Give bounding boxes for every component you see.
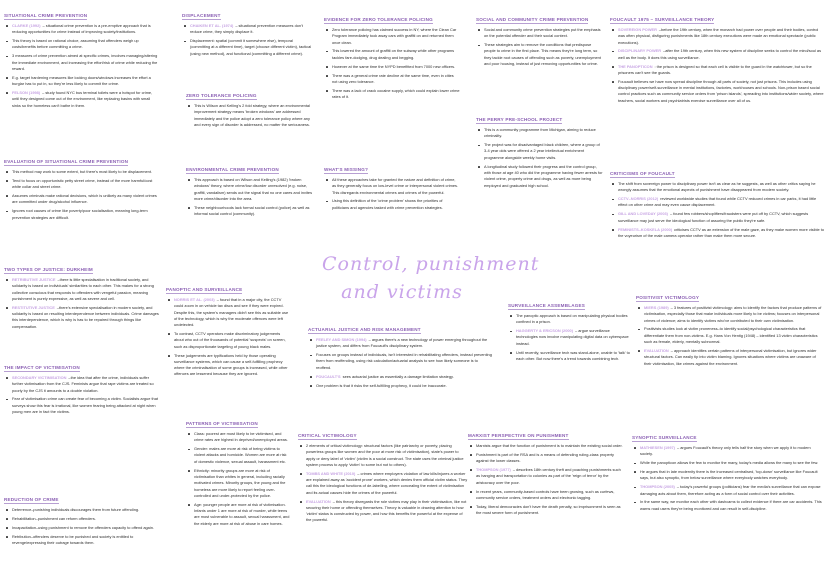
bullet-item	[644, 348, 824, 367]
bullet-text: This lowered the amount of graffiti on the subway while other programs tackles fare-dodging, drug dealing and begging.	[332, 48, 455, 60]
section-title: FOUCAULT 1975 – SURVEILLANCE THEORY	[610, 17, 715, 22]
bullet-list	[4, 375, 160, 415]
keyword: EVALUATION	[644, 347, 669, 353]
bullet-item	[12, 208, 160, 221]
section-title: ACTUARIAL JUSTICE AND RISK MANAGEMENT	[308, 327, 421, 332]
section-surveillance-ass	[508, 294, 632, 398]
bullet-item	[12, 23, 160, 36]
bullet-text: – situational crime prevention is a pre-emptive approach that is reducing opportunities for crime instead of improving society/institutions.	[12, 23, 151, 35]
bullet-text: – argues Foucault's theory only tells half the story when we apply it to modern society.	[640, 445, 811, 457]
bullet-item	[12, 53, 160, 72]
section-title: DISPLACEMENT	[182, 13, 221, 18]
bullet-text: Ignores root causes of crime like poverty/poor socialisation, meaning long-term prevention strategies are difficult.	[12, 208, 148, 220]
bullet-list	[298, 443, 468, 524]
section-title: SITUATIONAL CRIME PREVENTION	[4, 13, 88, 18]
bullet-item	[332, 48, 460, 61]
bullet-list	[324, 177, 460, 211]
bullet-text: –after the 19th century, when this new system of discipline seeks to control the mind/soul as well as the body. It does this using surveillance.	[618, 48, 822, 60]
bullet-item	[484, 27, 604, 40]
bullet-text: Assumes criminals make rational decisions, which is unlikely as many violent crimes are committed under drug/alcohol influence.	[12, 193, 157, 205]
section-displacement	[182, 4, 314, 76]
bullet-item	[484, 164, 604, 189]
bullet-item	[618, 64, 824, 77]
bullet-list	[186, 177, 314, 217]
section-title: CRITICAL VICTIMOLOGY	[298, 433, 357, 438]
bullet-text: Until recently, surveillance tech was stand-alone, unable to 'talk' to each other. But now there's a trend towards combining tech.	[516, 349, 630, 361]
bullet-text: While the panopticon allows the few to monitor the many, today's media allows the many to see the few.	[640, 460, 819, 466]
bullet-item	[12, 75, 160, 88]
section-whats-missing	[324, 158, 460, 246]
bullet-item	[476, 489, 624, 502]
section-title: TWO TYPES OF JUSTICE: DURKHEIM	[4, 267, 93, 272]
bullet-list	[4, 23, 160, 109]
bullet-text: Social and community crime prevention strategies put the emphasis on the potential offender and their social context.	[484, 27, 601, 39]
section-title: SOCIAL AND COMMUNITY CRIME PREVENTION	[476, 17, 589, 22]
bullet-text: These judgements are typifications held by those operating surveillance systems, which can cause a self-fulfilling prophecy where the criminalisation of some groups is increased, while other offences are lessened because they are ignored.	[174, 352, 288, 377]
bullet-text: – 3 features of positivist victimology: aims to identify the factors that produce patterns of victimisation, especially those that make individuals more likely to be victims; focuses on interpersonal crimes of violence; aims to identify victims who've contributed to their own victimisation.	[644, 305, 822, 323]
section-patterns	[186, 412, 290, 584]
bullet-item	[618, 211, 824, 224]
bullet-item	[12, 534, 160, 547]
section-evidence	[324, 8, 460, 154]
bullet-item	[190, 23, 314, 36]
bullet-item	[332, 198, 460, 211]
section-zero-tol	[186, 84, 314, 142]
section-evaluation	[4, 150, 160, 248]
section-criticisms	[610, 162, 824, 282]
bullet-item	[516, 328, 632, 347]
bullet-item	[484, 142, 604, 161]
bullet-text: This is a community programme from Michigan, aiming to reduce criminality.	[484, 127, 596, 139]
bullet-text: Retribution–offenders deserve to be punished and society is entitled to revenge/expressing their outrage towards them.	[12, 533, 134, 545]
keyword: DISCIPLINARY POWER	[618, 48, 662, 54]
bullet-text: The shift from sovereign power to disciplinary power isn't as clear as he suggests, as well as other critics saying he wrongly assumes that the emotional aspects of punishment have disappeared from modern society.	[618, 181, 816, 193]
bullet-item	[194, 205, 314, 218]
bullet-text: – approach identifies certain patterns of interpersonal victimisation, but ignores wider structural factors. Can easily tip into victim blaming. Ignores situations where victims are unaware of their victimisation, like crimes against the environment.	[644, 347, 817, 366]
section-situational	[4, 4, 160, 138]
section-panoptic	[166, 278, 290, 410]
bullet-item	[476, 504, 624, 517]
bullet-text: In recent years, community-based controls have been growing, such as curfews, community service orders, treatment orders and electronic tagging.	[476, 488, 615, 500]
keyword: RETRIBUTIVE JUSTICE	[12, 277, 56, 282]
bullet-item	[644, 326, 824, 345]
bullet-list	[4, 507, 160, 546]
bullet-text: –before the 19th century, when the monarch had power over people and their bodies, control was often physical, disfiguring punishments like 18th century executions were made an emotional spectacle (public executions).	[618, 27, 819, 45]
bullet-item	[194, 177, 314, 202]
bullet-item	[618, 196, 824, 209]
bullet-item	[174, 331, 290, 350]
keyword: FEMINISTS–KOSKELA (2000)	[618, 226, 673, 232]
bullet-item	[174, 297, 290, 328]
bullet-text: reviewed worldwide studies that found while CCTV reduced crimes in car parks, it had little effect on other crime and may even cause displacement.	[618, 196, 817, 208]
bullet-text: Tend to focus on opportunistic petty street crime, instead of the more harmful/cost white collar and street crime.	[12, 177, 153, 190]
bullet-text: Punishment is part of the RSA and is a means of defending ruling-class property against the lower classes.	[476, 451, 614, 464]
bullet-item	[194, 502, 290, 527]
bullet-text: This theory is based on rational choice, assuming that offenders weigh up costs/benefits before committing a crime.	[12, 38, 139, 50]
bullet-list	[468, 443, 624, 516]
bullet-item	[476, 443, 624, 449]
bullet-text: Using this definition of the 'crime problem' shows the priorities of politicians and agencies tasked with crime prevention strategies.	[332, 198, 443, 210]
keyword: CHAIKEN ET AL. (1974)	[190, 23, 234, 28]
bullet-text: Class: poorest are most likely to be victimised, and crime rates are highest in deprived/unemployed areas.	[194, 431, 288, 443]
section-title: EVIDENCE FOR ZERO TOLERANCE POLICING	[324, 17, 433, 22]
section-title: PANOPTIC AND SURVEILLANCE	[166, 287, 243, 292]
bullet-item	[618, 27, 824, 46]
center-title-line2: and victims	[341, 281, 463, 303]
bullet-text: 2 elements of critical victimology: structural factors (like patriarchy or poverty, placing powerless groups like women and the poor at more risk of victimisation), state's power to apply or deny label of 'victim' (victim is a social construct. The state uses the criminal justice system process to apply 'victim' to some but not to others).	[306, 443, 464, 467]
keyword: MIERS (1989)	[644, 305, 669, 310]
section-impact	[4, 356, 160, 458]
section-title: EVALUATION OF SITUATIONAL CRIME PREVENTION	[4, 159, 129, 164]
bullet-item	[618, 181, 824, 194]
bullet-item	[194, 103, 314, 128]
bullet-item	[12, 305, 160, 330]
bullet-list	[186, 103, 314, 128]
bullet-text: – crimes where employers violation of law kills/injures a worker are explained away as 'accident prone' workers, which denies them official victim status. They call this the ideological functions of de-labelling, where concealing the extent of victimisation and its actual causes hide the crimes of the powerful.	[306, 470, 468, 495]
bullet-item	[484, 42, 604, 67]
keyword: SOVEREIGN POWER	[618, 27, 657, 32]
bullet-list	[324, 27, 460, 100]
bullet-list	[476, 27, 604, 67]
bullet-text: Deterrence–punishing individuals discourages them from future offending.	[12, 507, 140, 512]
bullet-item	[12, 193, 160, 206]
bullet-item	[12, 516, 160, 522]
bullet-text: – situational prevention measures don't reduce crime, they simply displace it.	[190, 23, 303, 35]
bullet-text: –there's extensive specialisation in modern society, and solidarity is based on resulting interdependence between individuals. Crime damages this interdependence, which is why is has to be repaired through things like compensation.	[12, 304, 159, 329]
bullet-list	[182, 23, 314, 57]
bullet-text: Foucault believes we have now spread discipline through all parts of society, not just prisons. This includes using disciplinary power/self-surveillance in mental institutions, factories, workhouses and schools. Non-prison based social control practices such as community service orders from 'prison islands', spreading into institutions/wider society, where teachers, social workers and psychiatrists exercise surveillance over all of us.	[618, 78, 824, 103]
bullet-text: Incapacitation–using punishment to remove the offenders capacity to offend again.	[12, 524, 154, 530]
bullet-text: He argues that in late modernity there is the increased centralised, 'top-down' surveillance like Foucault says, but also synoptic, from below surveillance where everybody watches everybody.	[640, 469, 818, 481]
bullet-text: All these approaches take for granted the nature and definition of crime, as they generally focus on low-level crime or interpersonal violent crimes. This disregards environmental crimes and crimes of the powerful.	[332, 177, 459, 195]
bullet-item	[476, 452, 624, 465]
section-synoptic	[632, 426, 824, 582]
bullet-item	[12, 178, 160, 191]
bullet-text: Focuses on groups instead of individuals, isn't interested in rehabilitating offenders, instead preventing them from reoffending, using risk calculation/actuarial analysis to see how likely someone is to reoffend.	[316, 352, 492, 370]
bullet-text: –there is little specialisation in traditional society, and solidarity is based on individuals' similarities to each other. This makes for a strong collective conscious that responds to offenders with vengeful passion, meaning punishment is purely expressive, as well as severe and cell.	[12, 277, 154, 301]
bullet-item	[306, 499, 468, 524]
bullet-item	[476, 467, 624, 486]
bullet-text: – study found NYC bus terminal toilets were a hotspot for crime, until they designed come out of the environment, like replacing basins with small sinks so the homeless can't bathe in them.	[12, 90, 153, 108]
bullet-text: This is Wilson and Kelling's 2 fold strategy, where an environmental improvement strategy means 'broken windows' are addressed immediately and the police adopt a zero tolerance policy where any and every sign of disorder is addressed, no matter the seriousness.	[194, 103, 310, 127]
section-title: PATTERNS OF VICTIMISATION	[186, 421, 258, 426]
section-foucault	[610, 8, 824, 158]
keyword: HAGGERTY & ERICSON (2000)	[516, 328, 574, 334]
bullet-item	[190, 38, 314, 57]
bullet-text: Gender: males are more at risk of being victims to violent attacks and homicide. Women are more at risk of domestic violence, sexual assault, harassment etc.	[194, 446, 287, 464]
bullet-text: Today, liberal democracies don't have the death penalty, so imprisonment is seen as the most severe form of punishment.	[476, 503, 621, 516]
bullet-list	[166, 297, 290, 378]
keyword: RESTITUTIVE JUSTICE	[12, 304, 55, 310]
keyword: THOMPSON (2005)	[640, 484, 675, 490]
bullet-item	[316, 352, 494, 371]
bullet-text: – this theory disregards the role victims may play in their victimisation, like not securing their home or offending themselves. Theory is valuable in drawing attention to how 'victim' status is constructed by power, and how this benefits the powerful at the expense of the powerful.	[306, 498, 467, 523]
bullet-text: Age: younger people are more at risk of victimisation. Infants under 1 are more at risk of murder, while teens are most vulnerable to assault, sexual harassment, and the elderly are more at risk of abuse in care homes.	[194, 501, 290, 526]
keyword: NORRIS ET AL. (2003)	[174, 297, 215, 302]
bullet-item	[12, 396, 160, 415]
bullet-item	[12, 169, 160, 175]
keyword: FEELEY AND SIMON (1994)	[316, 337, 367, 342]
bullet-item	[12, 277, 160, 302]
section-title: ZERO TOLERANCE POLICING	[186, 93, 257, 98]
section-title: REDUCTION OF CRIME	[4, 497, 59, 502]
bullet-text: criticises CCTV as an extension of the male gaze, as they make women more visible to the voyeurism of the male camera operator rather than make them more secure.	[618, 226, 824, 238]
bullet-text: There was a lack of crack cocaine supply, which could explain lower crime rates of it.	[332, 87, 460, 100]
section-title: SYNOPTIC SURVEILLANCE	[632, 435, 697, 440]
bullet-text: Ethnicity: minority groups are more at risk of victimisation than whites in general, including racially motivated crimes. Minority groups, the young and the homeless are more likely to report feeling over-controlled and under-protected by the police.	[194, 467, 286, 498]
bullet-item	[640, 484, 824, 497]
section-social-comm	[476, 8, 604, 98]
bullet-item	[618, 79, 824, 104]
bullet-item	[332, 73, 460, 86]
section-environmental	[186, 158, 314, 242]
bullet-item	[618, 48, 824, 61]
bullet-text: – found few robbers/shoplifters/fraudsters were put off by CCTV, which suggests surveillance may just serve the ideological function of assuring the public they're safe.	[618, 211, 809, 223]
bullet-text: – today's powerful groups (politicians) fear the media's surveillance that can expose damaging acts about them, therefore acting as a form of social control over their activities.	[640, 484, 821, 496]
bullet-text: E.g. target hardening measures like locking doors/windows increases the effort a burglar has to put in, so they're less likely to commit the crime.	[12, 74, 151, 87]
section-title: MARXIST PERSPECTIVE ON PUNISHMENT	[468, 433, 569, 438]
bullet-list	[186, 431, 290, 527]
bullet-text: Fear of victimisation crime can create fear of becoming a victim. Socialists argue that surveys show this fear is irrational, like women fearing being attacked at night when young men are in fact the victims.	[12, 396, 158, 415]
bullet-list	[308, 337, 494, 389]
bullet-item	[332, 64, 460, 70]
section-marxist	[468, 424, 624, 582]
bullet-item	[640, 499, 824, 512]
bullet-text: –the idea that after the crime, individuals suffer further victimisation from the CJS. Feminists argue that rape victims are treated so poorly by the CJS it amounts to a double violation.	[12, 375, 154, 393]
bullet-item	[12, 90, 160, 109]
bullet-item	[332, 177, 460, 196]
section-actuarial	[308, 318, 494, 430]
keyword: TOMBS AND WHITE (2010)	[306, 470, 356, 476]
bullet-item	[12, 525, 160, 531]
bullet-item	[174, 353, 290, 378]
bullet-list	[632, 445, 824, 512]
bullet-item	[640, 445, 824, 458]
bullet-text: This approach is based on Wilson and Kelling's (1982) 'broken windows' theory, where crime/low disorder unresolved (e.g. noise, graffiti, vandalism) sends out the signal that no one cares and invites more crime/disorder into the area.	[194, 177, 313, 201]
bullet-text: The panoptic approach is based on manipulating physical bodies confined in a prison.	[516, 313, 628, 325]
bullet-text: sees actuarial justice as essentially a damage limitation strategy.	[342, 373, 454, 379]
bullet-text: Marxists argue that the function of punishment is to maintain the existing social order.	[476, 443, 623, 448]
section-title: ENVIRONMENTAL CRIME PREVENTION	[186, 167, 279, 172]
bullet-item	[332, 27, 460, 46]
bullet-item	[618, 227, 824, 240]
keyword: FOUCAULT'S	[316, 373, 341, 379]
bullet-list	[4, 169, 160, 221]
bullet-item	[484, 127, 604, 140]
bullet-text: These strategies aim to remove the conditions that predispose people to crime in the first place. This means they're long term, so they tackle root causes of offending such as poverty, unemployment and poor housing, instead of just removing opportunities for crime.	[484, 42, 601, 67]
bullet-text: – argues there's a new technology of power emerging throughout the justice system, and differs from Foucault's disciplinary system.	[316, 337, 488, 349]
bullet-text: This method may work to some extent, but there's most likely to be displacement.	[12, 169, 153, 174]
bullet-list	[636, 305, 824, 367]
center-title	[322, 250, 540, 306]
bullet-item	[12, 38, 160, 51]
bullet-text: Positivists studies look at victim proneness–to identify social/psychological characteristics that differentiate them from non-victims. E.g. Hans Von Hentig (1948) – identified 13 victim characteristics such as female, elderly, mentally subnormal.	[644, 326, 818, 345]
bullet-list	[610, 181, 824, 239]
bullet-item	[644, 305, 824, 324]
bullet-list	[610, 27, 824, 104]
section-title: THE IMPACT OF VICTIMISATION	[4, 365, 80, 370]
keyword: THOMPSON (1977)	[476, 467, 511, 473]
section-perry	[476, 108, 604, 240]
section-title: POSITIVIST VICTIMOLOGY	[636, 295, 700, 300]
bullet-item	[306, 443, 468, 468]
section-title: CRITICISMS OF FOUCAULT	[610, 171, 675, 176]
bullet-list	[508, 313, 632, 362]
bullet-text: Displacement: spatial (commit it somewhere else), temporal (committing at a different time), target (choose different victim), tactical (using new method), and functional (committing a different crime).	[190, 38, 312, 56]
section-title: SURVEILLANCE ASSEMBLAGES	[508, 303, 586, 308]
keyword: CCTV–NORRIS (2012)	[618, 196, 659, 202]
bullet-text: – describes 18th century theft and poaching punishments such as hanging and transportation to colonies as part of the 'reign of terror' by the aristocracy over the poor.	[476, 467, 621, 485]
keyword: MATHIESEN (1997)	[640, 445, 675, 450]
bullet-item	[316, 337, 494, 350]
bullet-text: : the prison is designed so that each cell is visible to the guard in the watchtower, but so the prisoners can't see the guards.	[618, 63, 812, 75]
bullet-text: – argue surveillance technologies now involve manipulating digital data on cyberspace instead.	[516, 328, 629, 346]
bullet-text: There was a general crime rate decline at the same time, even in cities not using zero tolerance.	[332, 72, 454, 84]
bullet-item	[306, 471, 468, 496]
center-title-line1: Control, punishment	[322, 253, 540, 275]
bullet-text: These neighbourhoods lack formal social control (police) as well as informal social control (community).	[194, 204, 310, 217]
bullet-list	[4, 277, 160, 330]
bullet-text: – found that in a major city, the CCTV could zoom in on vehicle tax discs and see if they were expired. Despite this, the system's managers didn't see this as suitable use of the technology, which is why the moderate offences were left undetected.	[174, 297, 289, 328]
keyword: CLARKE (1992)	[12, 23, 41, 28]
bullet-text: Zero tolerance policing has claimed success in NY, where the Clean Car Program immediately took away cars with graffiti on and returned them once clean.	[332, 27, 457, 45]
bullet-text: In the same way, we monitor each other with dashcams to collect evidence if there are car accidents. This warns road users they're being monitored and can result in self-discipline.	[640, 499, 822, 511]
section-critical	[298, 424, 468, 582]
section-reduction	[4, 488, 160, 582]
bullet-item	[316, 374, 494, 380]
section-justice	[4, 258, 160, 348]
bullet-text: A longitudinal study followed their progress and the control group, with those at age 40 who did the programme having fewer arrests for violent crime, property crime and drugs, as well as more being employed and graduated high school.	[484, 163, 603, 188]
bullet-item	[12, 507, 160, 513]
bullet-item	[194, 431, 290, 444]
bullet-text: One problem is that it risks the self-fulfilling prophecy, it could be inaccurate.	[316, 382, 447, 388]
bullet-item	[12, 375, 160, 394]
bullet-item	[516, 313, 632, 326]
bullet-item	[194, 468, 290, 499]
bullet-item	[640, 460, 824, 466]
keyword: GILL AND LOVEDAY (2003)	[618, 211, 668, 217]
bullet-text: 3 measures of crime prevention aimed at specific crimes, involves managing/altering the immediate environment, and increasing the effort/risk of crime while reducing the reward.	[12, 53, 158, 71]
keyword: THE PANOPTICON	[618, 63, 653, 69]
bullet-list	[476, 127, 604, 189]
section-title: THE PERRY PRE-SCHOOL PROJECT	[476, 117, 563, 122]
bullet-item	[332, 88, 460, 101]
section-positivist	[636, 286, 824, 422]
bullet-item	[316, 383, 494, 389]
bullet-item	[194, 446, 290, 465]
bullet-text: However at the same time the NYPD benefitted from 7000 new officers.	[332, 63, 456, 69]
keyword: EVALUATION	[306, 498, 331, 504]
bullet-item	[640, 469, 824, 482]
bullet-text: The project was for disadvantaged black children, where a group of 3-4 year olds were offered a 2 year intellectual enrichment programme alongside weekly home visits.	[484, 142, 600, 160]
bullet-text: Rehabilitation–punishment can reform offenders.	[12, 515, 96, 521]
bullet-text: To contrast, CCTV operators make discriminatory judgements about who out of the thousands of potential 'suspects' on screen, such as disproportionate targeting of young black males.	[174, 331, 286, 349]
keyword: SECONDARY VICTIMISATION	[12, 375, 67, 380]
bullet-item	[516, 350, 632, 363]
keyword: FELSON (1998)	[12, 90, 41, 96]
section-title: WHAT'S MISSING?	[324, 167, 369, 172]
